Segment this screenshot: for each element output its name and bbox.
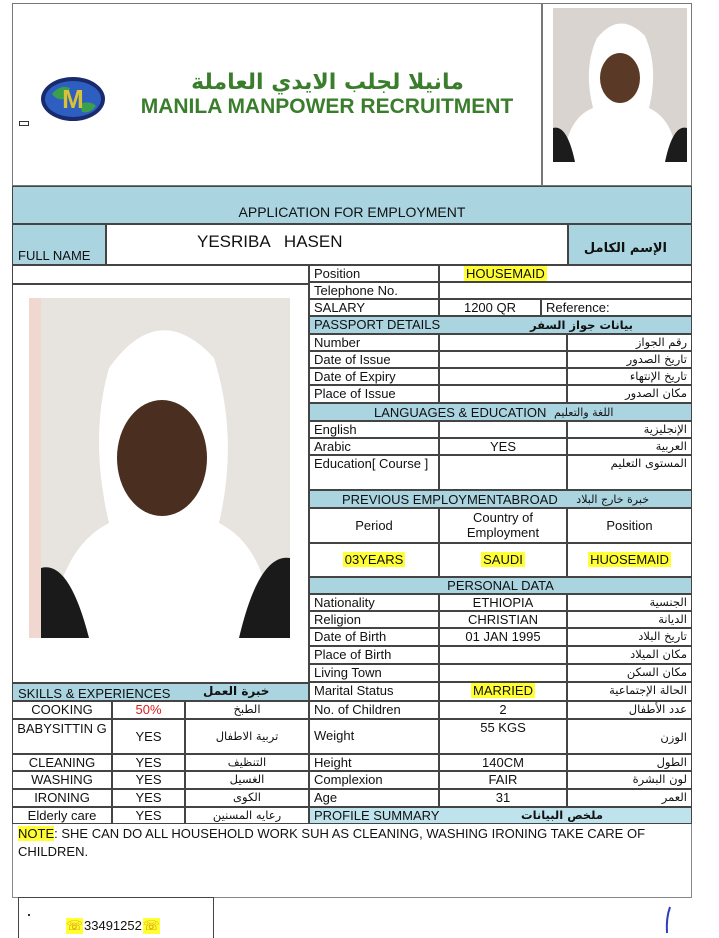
phone-icon-right: ☏ — [143, 918, 160, 933]
phone-icon: ☏ — [66, 918, 83, 933]
english-ar: الإنجليزية — [567, 421, 692, 438]
applicant-photo-small — [553, 8, 687, 162]
company-name-en: MANILA MANPOWER RECRUITMENT — [140, 95, 514, 118]
telephone-label: Telephone No. — [309, 282, 439, 299]
full-name-label-ar — [568, 224, 692, 265]
full-name-value — [106, 224, 568, 265]
english-label: English — [309, 421, 439, 438]
marital-status-ar: الحالة الإجتماعية — [567, 682, 692, 701]
arabic-ar: العربية — [567, 438, 692, 455]
nationality-ar: الجنسية — [567, 594, 692, 611]
skill-cooking-label: COOKING — [12, 701, 112, 719]
position-label: Position — [309, 265, 439, 282]
skill-cleaning-value: YES — [112, 754, 185, 771]
full-name-label — [12, 224, 106, 265]
skill-elderly-label: Elderly care — [12, 807, 112, 824]
previous-section-ar: خبرة خارج البلاد — [576, 493, 649, 506]
age-label: Age — [309, 789, 439, 807]
skill-cleaning-ar: التنظيف — [185, 754, 309, 771]
weight-value: 55 KGS — [439, 719, 567, 754]
date-of-expiry-value — [439, 368, 567, 385]
pen-mark — [664, 906, 672, 934]
skill-elderly-value: YES — [112, 807, 185, 824]
children-label: No. of Children — [309, 701, 439, 719]
skills-section — [12, 683, 309, 701]
place-of-birth-label: Place of Birth — [309, 646, 439, 664]
country-value — [439, 543, 567, 577]
salary-value: 1200 QR — [439, 299, 541, 316]
form-title: APPLICATION FOR EMPLOYMENT — [12, 186, 692, 224]
height-label: Height — [309, 754, 439, 771]
skills-section-text: SKILLS & EXPERIENCES — [18, 686, 171, 701]
date-of-issue-value — [439, 351, 567, 368]
full-name-ar-text: الإسم الكامل — [583, 241, 667, 256]
marital-status-label: Marital Status — [309, 682, 439, 701]
note-label: NOTE — [18, 826, 55, 841]
company-name-ar: مانيلا لجلب الايدي العاملة — [191, 70, 464, 95]
religion-label: Religion — [309, 611, 439, 628]
weight-ar: الوزن — [567, 719, 692, 754]
full-name-text: YESRIBA HASEN — [197, 232, 343, 251]
marital-status-text: MARRIED — [473, 683, 533, 698]
prev-position-text: HUOSEMAID — [590, 552, 669, 567]
country-text: SAUDI — [483, 552, 523, 567]
nationality-value: ETHIOPIA — [439, 594, 567, 611]
place-of-issue-label: Place of Issue — [309, 385, 439, 403]
contact-phone — [66, 918, 160, 934]
skill-washing-label: WASHING — [12, 771, 112, 789]
applicant-photo-large — [29, 298, 290, 638]
arabic-label: Arabic — [309, 438, 439, 455]
photo-cell — [12, 265, 309, 284]
date-of-expiry-ar: تاريخ الإنتهاء — [567, 368, 692, 385]
dob-label: Date of Birth — [309, 628, 439, 646]
skill-elderly-ar: رعايه المسنين — [185, 807, 309, 824]
passport-section-ar: بيانات جواز السفر — [530, 318, 633, 332]
passport-number-label: Number — [309, 334, 439, 351]
languages-section-text: LANGUAGES & EDUCATION — [374, 405, 547, 420]
previous-employment-section — [309, 490, 692, 508]
logo — [40, 76, 106, 122]
languages-section-ar: اللغة والتعليم — [554, 406, 614, 419]
height-value: 140CM — [439, 754, 567, 771]
dob-ar: تاريخ البلاد — [567, 628, 692, 646]
period-text: 03YEARS — [344, 552, 404, 567]
position-value — [439, 265, 692, 282]
languages-section — [309, 403, 692, 421]
profile-summary-section — [309, 807, 692, 824]
profile-section-ar: ملخص البيانات — [521, 808, 603, 822]
position-header: Position — [567, 508, 692, 543]
complexion-ar: لون البشرة — [567, 771, 692, 789]
reference-label: Reference: — [541, 299, 692, 316]
skill-babysitting-label: BABYSITTIN G — [12, 719, 112, 754]
date-of-issue-label: Date of Issue — [309, 351, 439, 368]
skill-washing-value: YES — [112, 771, 185, 789]
skill-cooking-ar: الطبخ — [185, 701, 309, 719]
skill-cooking-value: 50% — [112, 701, 185, 719]
children-ar: عدد الأطفال — [567, 701, 692, 719]
place-of-birth-value — [439, 646, 567, 664]
salary-label: SALARY — [309, 299, 439, 316]
skill-washing-ar: الغسيل — [185, 771, 309, 789]
education-ar: المستوى التعليم — [567, 455, 692, 490]
living-town-value — [439, 664, 567, 682]
skill-cleaning-label: CLEANING — [12, 754, 112, 771]
header — [12, 3, 542, 186]
height-ar: الطول — [567, 754, 692, 771]
skill-ironing-value: YES — [112, 789, 185, 807]
living-town-ar: مكان السكن — [567, 664, 692, 682]
education-label: Education[ Course ] — [309, 455, 439, 490]
age-value: 31 — [439, 789, 567, 807]
passport-section — [309, 316, 692, 334]
skill-ironing-label: IRONING — [12, 789, 112, 807]
period-header: Period — [309, 508, 439, 543]
personal-data-section: PERSONAL DATA — [309, 577, 692, 594]
passport-number-ar: رقم الجواز — [567, 334, 692, 351]
person-portrait-icon — [553, 8, 687, 162]
previous-section-text: PREVIOUS EMPLOYMENTABROAD — [342, 492, 558, 507]
globe-logo-icon — [40, 76, 106, 122]
skills-section-ar: خبرة العمل — [203, 684, 270, 698]
dob-value: 01 JAN 1995 — [439, 628, 567, 646]
prev-position-value — [567, 543, 692, 577]
children-value: 2 — [439, 701, 567, 719]
complexion-label: Complexion — [309, 771, 439, 789]
profile-note — [18, 825, 686, 861]
nationality-label: Nationality — [309, 594, 439, 611]
place-of-issue-value — [439, 385, 567, 403]
english-value — [439, 421, 567, 438]
passport-number-value — [439, 334, 567, 351]
position-text: HOUSEMAID — [466, 266, 545, 281]
profile-section-text: PROFILE SUMMARY — [314, 808, 440, 823]
phone-number: 33491252 — [84, 918, 142, 933]
full-name-label-text: FULL NAME — [18, 248, 91, 263]
dot-mark — [28, 914, 30, 916]
country-header: Country of Employment — [439, 508, 567, 543]
place-of-issue-ar: مكان الصدور — [567, 385, 692, 403]
living-town-label: Living Town — [309, 664, 439, 682]
skill-babysitting-ar: تربية الاطفال — [185, 719, 309, 754]
person-portrait-large-icon — [29, 298, 290, 638]
place-of-birth-ar: مكان الميلاد — [567, 646, 692, 664]
religion-value: CHRISTIAN — [439, 611, 567, 628]
small-mark — [19, 121, 29, 126]
note-text: : SHE CAN DO ALL HOUSEHOLD WORK SUH AS CLEANING, WASHING IRONING TAKE CARE OF CHILDREN. — [18, 826, 646, 859]
period-value — [309, 543, 439, 577]
education-value — [439, 455, 567, 490]
date-of-issue-ar: تاريخ الصدور — [567, 351, 692, 368]
date-of-expiry-label: Date of Expiry — [309, 368, 439, 385]
telephone-value — [439, 282, 692, 299]
weight-label: Weight — [309, 719, 439, 754]
complexion-value: FAIR — [439, 771, 567, 789]
svg-text:M: M — [62, 84, 84, 114]
passport-section-text: PASSPORT DETAILS — [314, 317, 441, 332]
religion-ar: الديانة — [567, 611, 692, 628]
age-ar: العمر — [567, 789, 692, 807]
arabic-value: YES — [439, 438, 567, 455]
marital-status-value — [439, 682, 567, 701]
skill-babysitting-value: YES — [112, 719, 185, 754]
skill-ironing-ar: الكوى — [185, 789, 309, 807]
